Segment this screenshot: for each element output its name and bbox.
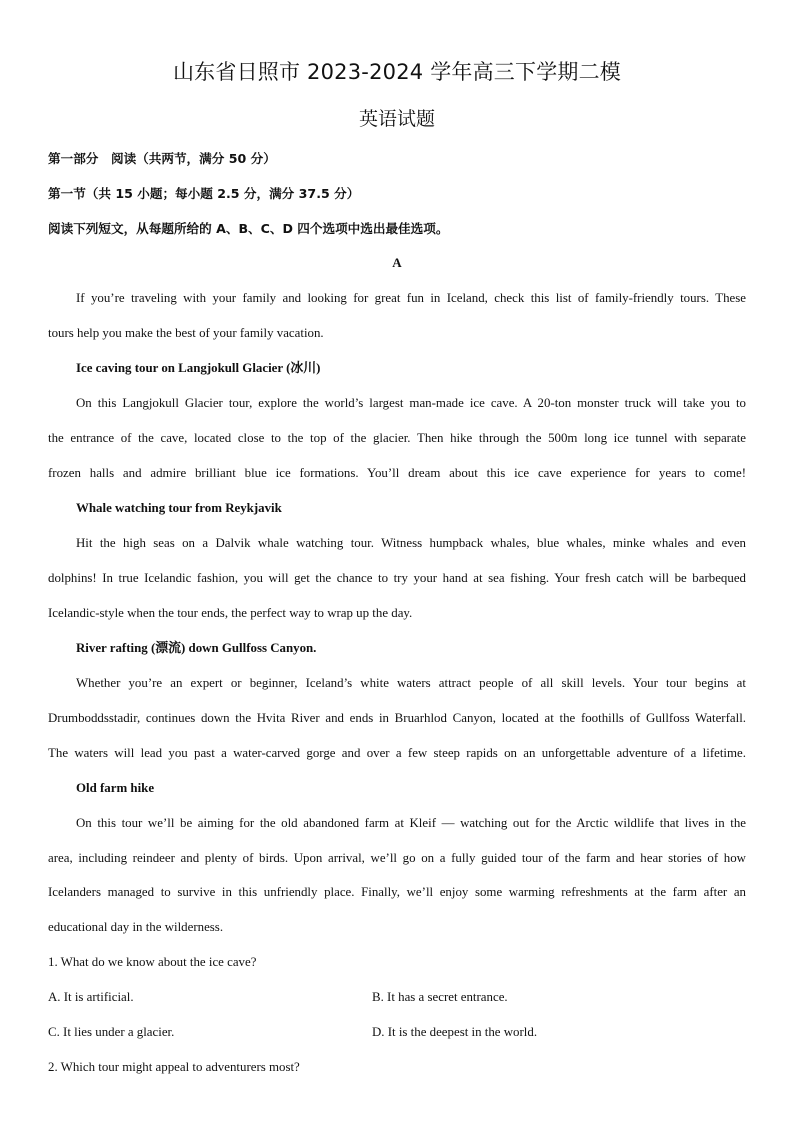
part-heading: 第一部分 阅读（共两节，满分 50 分） [48,151,276,166]
tour-heading-old-farm-hike: Old farm hike [76,781,155,795]
question-1-option-c: C. It lies under a glacier. [48,1025,175,1039]
question-1-option-b: B. It has a secret entrance. [372,990,508,1004]
tour-3-line-2: Drumboddsstadir, continues down the Hvita River and ends in Bruarhlod Canyon, located at the foothills of Gullfoss Waterfall. [48,711,746,725]
tour-1-line-2: the entrance of the cave, located close to the top of the glacier. Then hike through the 500m long ice tunnel with separate [48,431,746,445]
tour-heading-whale-watching: Whale watching tour from Reykjavik [76,501,282,515]
tour-2-line-3: Icelandic-style when the tour ends, the perfect way to wrap up the day. [48,606,413,620]
tour-heading-ice-caving: Ice caving tour on Langjokull Glacier (冰川) [76,361,321,375]
section-heading: 第一节（共 15 小题；每小题 2.5 分，满分 37.5 分） [48,186,360,201]
tour-4-line-3: Icelanders managed to survive in this unfriendly place. Finally, we’ll enjoy some warming refreshments at the farm after an [48,885,746,899]
tour-3-line-1: Whether you’re an expert or beginner, Iceland’s white waters attract people of all skill levels. Your tour begins at [76,676,746,690]
question-1-option-a: A. It is artificial. [48,990,134,1004]
document-title: 山东省日照市 2023-2024 学年高三下学期二模 [172,60,621,84]
passage-letter: A [392,255,402,270]
tour-heading-river-rafting: River rafting (漂流) down Gullfoss Canyon. [76,641,317,655]
tour-2-line-2: dolphins! In true Icelandic fashion, you will get the chance to try your hand at sea fishing. Your fresh catch will be barbequed [48,571,746,585]
question-2-stem: 2. Which tour might appeal to adventurers most? [48,1060,300,1074]
instruction-text: 阅读下列短文，从每题所给的 A、B、C、D 四个选项中选出最佳选项。 [48,221,449,236]
tour-4-line-2: area, including reindeer and plenty of birds. Upon arrival, we’ll go on a fully guided tour of the farm and hear stories of how [48,851,746,865]
question-1-option-d: D. It is the deepest in the world. [372,1025,538,1039]
tour-3-line-3: The waters will lead you past a water-carved gorge and over a few steep rapids on an unforgettable adventure of a lifetime. [48,746,746,760]
tour-4-line-1: On this tour we’ll be aiming for the old abandoned farm at Kleif — watching out for the Arctic wildlife that lives in the [76,816,746,830]
intro-line-1: If you’re traveling with your family and looking for great fun in Iceland, check this list of family-friendly tours. These [76,291,746,305]
intro-line-2: tours help you make the best of your family vacation. [48,326,324,340]
question-1-stem: 1. What do we know about the ice cave? [48,955,257,969]
tour-1-line-1: On this Langjokull Glacier tour, explore the world’s largest man-made ice cave. A 20-ton monster truck will take you to [76,396,746,410]
document-subtitle: 英语试题 [358,108,435,130]
tour-1-line-3: frozen halls and admire brilliant blue ice formations. You’ll dream about this ice cave experience for years to come! [48,466,746,480]
tour-4-line-4: educational day in the wilderness. [48,920,224,934]
tour-2-line-1: Hit the high seas on a Dalvik whale watching tour. Witness humpback whales, blue whales, minke whales and even [76,536,746,550]
